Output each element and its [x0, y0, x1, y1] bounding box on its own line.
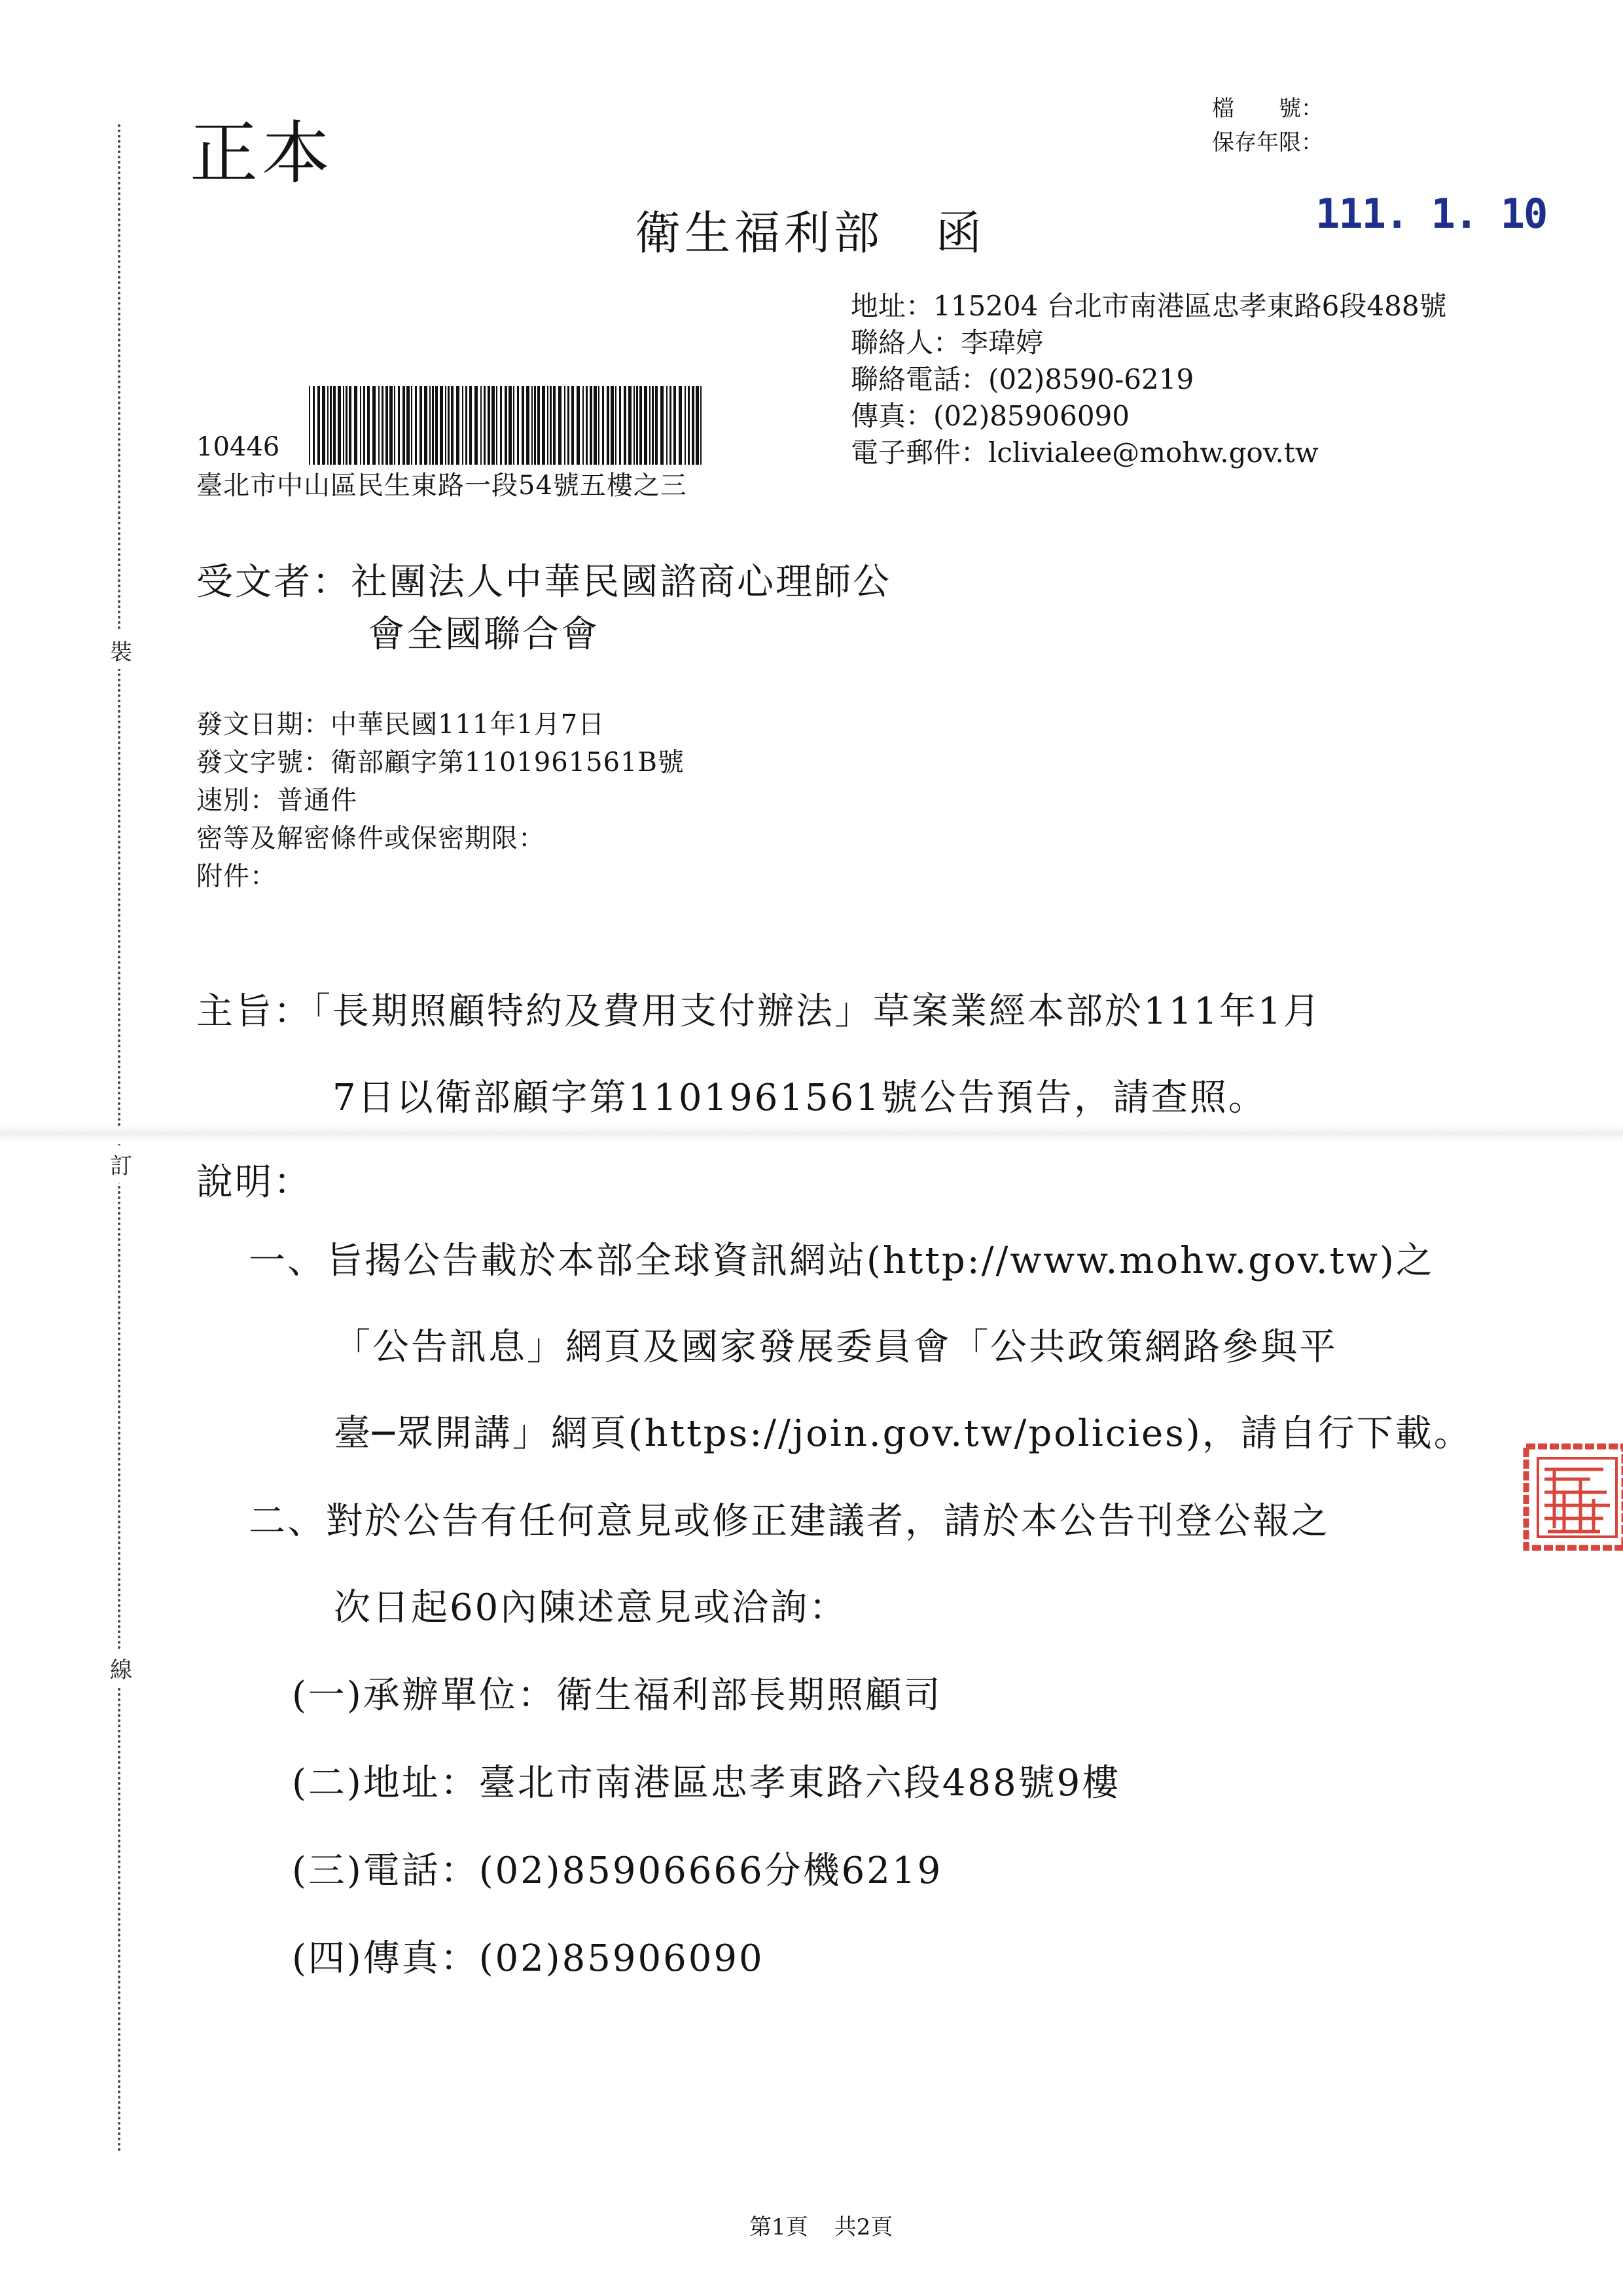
contact-fax: 傳真：(02)85906090	[851, 400, 1130, 432]
document-number: 發文字號：衛部顧字第1101961561B號	[196, 747, 685, 778]
barcode-bar	[445, 386, 446, 465]
barcode-bar	[685, 386, 686, 465]
barcode-bar	[496, 386, 497, 465]
barcode-bar	[534, 386, 536, 465]
barcode-bar	[451, 386, 454, 465]
contact-email: 電子郵件：lclivialee@mohw.gov.tw	[851, 437, 1319, 469]
document-title	[635, 196, 986, 262]
barcode-bar	[469, 386, 472, 465]
barcode-bar	[537, 386, 540, 465]
barcode-bar	[526, 386, 529, 465]
barcode-bar	[679, 386, 682, 465]
barcode-bar	[419, 386, 422, 465]
barcode-bar	[652, 386, 654, 465]
barcode-bar	[448, 386, 450, 465]
barcode-bar	[317, 386, 320, 465]
barcode-bar	[474, 386, 478, 465]
barcode-bar	[424, 386, 427, 465]
barcode-bar	[696, 386, 699, 465]
barcode-bar	[309, 386, 310, 465]
barcode-bar	[553, 386, 556, 465]
retention-label: 保存年限：	[1212, 130, 1323, 156]
barcode-bar	[465, 386, 467, 465]
barcode-bar	[402, 386, 405, 465]
recipient	[196, 556, 891, 661]
barcode-bar	[513, 386, 514, 465]
contact-phone: 聯絡電話：(02)8590-6219	[851, 363, 1194, 395]
barcode-bar	[500, 386, 502, 465]
barcode-bar	[688, 386, 690, 465]
item-2-line-2: 次日起60內陳述意見或洽詢：	[334, 1587, 848, 1629]
barcode-bar	[429, 386, 431, 465]
page-total: 共2頁	[834, 2214, 893, 2240]
barcode-bar	[628, 386, 632, 465]
page-number: 第1頁	[749, 2214, 808, 2240]
barcode-bar	[411, 386, 412, 465]
file-number-label: 檔 號：	[1212, 96, 1323, 122]
barcode-bar	[484, 386, 486, 465]
barcode-bar	[639, 386, 642, 465]
explanation-label: 說明：	[196, 1161, 312, 1204]
binding-mark-xian: 線	[110, 1649, 132, 1687]
barcode-bar	[542, 386, 545, 465]
barcode-bar	[598, 386, 599, 465]
document-type: 函	[936, 206, 986, 260]
barcode-bar	[349, 386, 351, 465]
barcode-bar	[378, 386, 380, 465]
barcode-bar	[649, 386, 651, 465]
barcode-bar	[440, 386, 443, 465]
barcode-bar	[415, 386, 417, 465]
barcode-bar	[406, 386, 410, 465]
barcode-bar	[338, 386, 341, 465]
barcode-bar	[619, 386, 621, 465]
barcode-bar	[367, 386, 370, 465]
recipient-line-1: 受文者：社團法人中華民國諮商心理師公	[196, 561, 891, 603]
item-1-line-3: 臺─眾開講」網頁(https://join.gov.tw/policies)，請自行下載。	[334, 1412, 1472, 1455]
barcode-bar	[363, 386, 365, 465]
barcode-bar	[624, 386, 626, 465]
received-date-stamp: 111. 1. 10	[1315, 190, 1547, 238]
barcode-bar	[382, 386, 383, 465]
document-meta	[196, 706, 685, 895]
item-2-line-1: 二、對於公告有任何意見或修正建議者，請於本公告刊登公報之	[249, 1500, 1330, 1543]
attachment: 附件：	[196, 861, 277, 891]
barcode-bar	[346, 386, 348, 465]
barcode-bar	[505, 386, 507, 465]
contact-block	[851, 288, 1447, 471]
barcode-bar	[330, 386, 332, 465]
barcode-bar	[327, 386, 329, 465]
barcode-bar	[333, 386, 336, 465]
barcode-bar	[432, 386, 434, 465]
barcode-bar	[517, 386, 519, 465]
copy-mark: 正本	[190, 113, 334, 193]
barcode-bar	[389, 386, 393, 465]
barcode-bar	[491, 386, 495, 465]
barcode-bar	[700, 386, 702, 465]
barcode-bar	[480, 386, 482, 465]
barcode-bar	[372, 386, 376, 465]
barcode-bar	[692, 386, 694, 465]
barcode-bar	[586, 386, 588, 465]
barcode-bar	[615, 386, 616, 465]
binding-mark-zhuang: 裝	[110, 632, 132, 669]
classification: 密等及解密條件或保密期限：	[196, 823, 545, 853]
binding-mark-ding: 訂	[110, 1145, 132, 1183]
barcode-bar	[673, 386, 676, 465]
barcode-bar	[590, 386, 592, 465]
barcode-bar	[531, 386, 533, 465]
agency-name: 衛生福利部	[635, 206, 883, 260]
barcode-bar	[398, 386, 400, 465]
barcode-bar	[435, 386, 438, 465]
barcode-bar	[607, 386, 609, 465]
sub-item-1: (一)承辦單位：衛生福利部長期照顧司	[292, 1674, 942, 1717]
barcode-bar	[567, 386, 569, 465]
barcode-bar	[644, 386, 647, 465]
barcode-bar	[577, 386, 580, 465]
file-meta	[1212, 92, 1323, 160]
sub-item-4: (四)傳真：(02)85906090	[292, 1937, 764, 1980]
barcode-bar	[558, 386, 562, 465]
barcode-bar	[611, 386, 614, 465]
item-1-line-1: 一、旨揭公告載於本部全球資訊網站(http://www.mohw.gov.tw)之	[249, 1240, 1435, 1282]
barcode-bar	[522, 386, 524, 465]
barcode-bar	[394, 386, 395, 465]
barcode-bar	[594, 386, 597, 465]
barcode-bar	[582, 386, 584, 465]
urgency: 速別：普通件	[196, 785, 357, 816]
barcode-bar	[660, 386, 664, 465]
recipient-line-2: 會全國聯合會	[368, 613, 599, 656]
sub-item-3: (三)電話：(02)85906666分機6219	[292, 1850, 943, 1892]
subject	[196, 969, 1322, 1141]
subject-line-1: 主旨：「長期照顧特約及費用支付辦法」草案業經本部於111年1月	[196, 990, 1322, 1033]
barcode-bar	[508, 386, 512, 465]
contact-person: 聯絡人：李瑋婷	[851, 327, 1044, 359]
barcode-bar	[462, 386, 463, 465]
barcode-bar	[633, 386, 635, 465]
barcode-bar	[669, 386, 671, 465]
barcode-bar	[322, 386, 325, 465]
postal-code: 10446	[196, 432, 280, 462]
barcode-bar	[456, 386, 459, 465]
agency-address: 地址：115204 台北市南港區忠孝東路6段488號	[851, 290, 1447, 322]
barcode-bar	[655, 386, 658, 465]
barcode-bar	[488, 386, 490, 465]
barcode-bar	[547, 386, 548, 465]
issue-date: 發文日期：中華民國111年1月7日	[196, 709, 605, 740]
mailing-address: 臺北市中山區民生東路一段54號五樓之三	[196, 471, 687, 501]
barcode-bar	[385, 386, 388, 465]
sub-item-2: (二)地址：臺北市南港區忠孝東路六段488號9樓	[292, 1762, 1121, 1804]
item-1-line-2: 「公告訊息」網頁及國家發展委員會「公共政策網路參與平	[334, 1326, 1338, 1369]
page-footer	[749, 2209, 893, 2241]
barcode-bar	[564, 386, 565, 465]
official-seal	[1518, 1440, 1623, 1554]
barcode	[308, 386, 707, 465]
barcode-bar	[354, 386, 357, 465]
barcode-bar	[636, 386, 638, 465]
barcode-bar	[571, 386, 574, 465]
barcode-bar	[343, 386, 344, 465]
barcode-bar	[550, 386, 552, 465]
barcode-bar	[666, 386, 668, 465]
barcode-bar	[313, 386, 315, 465]
subject-line-2: 7日以衛部顧字第1101961561號公告預告，請查照。	[332, 1077, 1267, 1119]
barcode-bar	[360, 386, 361, 465]
barcode-bar	[602, 386, 604, 465]
